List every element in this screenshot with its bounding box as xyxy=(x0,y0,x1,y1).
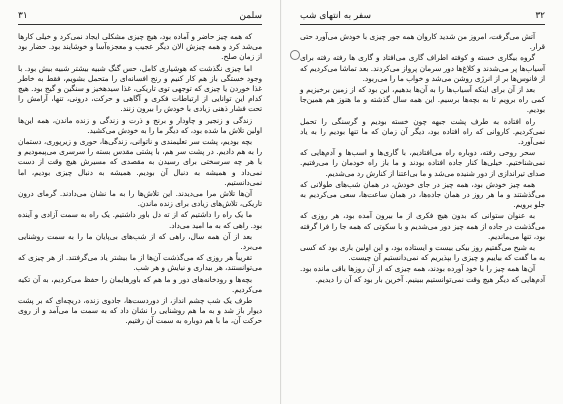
paragraph: به شبح می‌گفتیم روز بیکی بیست و ایستاده بود، و این اولین باری بود که کسی به ما گفت که بیاییم و چیزی را بپذیریم که نمی‌دانستیم آن چیست. xyxy=(300,243,545,263)
paragraph: زندگی و زنجیر و چاودار و برنج و ذرت و زندگی و زنده ماندن، همه این‌ها اولین تلاش ما شده بود، که دیگر ما را به خودش می‌کشید. xyxy=(18,115,262,135)
paragraph: راه افتاده به طرف پشت جبهه چون خسته بودیم و گرسنگی را تحمل نمی‌کردیم. کاروانی که راه افتاده بود، دیگر آن زمان که ما تنها بودیم را به یاد نمی‌آورد. xyxy=(300,116,545,147)
paragraph: ما یک راه را داشتیم که از ته دل باور داشتیم. یک راه به سمت آزادی و آینده بود. راهی که به ما امید می‌داد. xyxy=(18,210,262,230)
paragraph: بعد از آن همه سال، راهی که از شب‌های بی‌پایان ما را به سمت روشنایی می‌برد. xyxy=(18,231,262,252)
paragraph: طرف یک شب چشم انداز، از دوردست‌ها، جادوی زنده، دریچه‌ای که بر پشت دیوار باز شد و به ما هم روشنایی را نشان داد که به سمت ما می‌آمد و از روی حرکت آن، ما با هم دوباره به سمت آن رفتیم. xyxy=(18,296,262,326)
left-page-number: ۳۱ xyxy=(18,11,28,21)
paragraph: تقریباً هر روزی که می‌گذشت آن‌ها از ما بیشتر یاد می‌گرفتند. از هر چیزی که می‌توانستند، هر بیداری و نیایش و هر شب. xyxy=(18,253,262,273)
paragraph: بچه بودیم، پشت سر تعلیمندی و ناتوانی، زندگی‌ها، حوری و زیرپوری، دستمان را به هم دادیم. در پشت سر هم، با پشتی مقدس بسته را سرسری می‌پیمودیم و با هر چه سرسختی برای رسیدن به مقصدی که مسیرش هیچ وقت از دست نمی‌داد و همیشه به دنبال آن بودیم. همیشه به دنبال چیزی بودیم، اما نمی‌دانستیم. xyxy=(18,137,262,187)
paragraph: بچه‌ها و رودخانه‌های دور و ما هم که باورهایمان را حفظ می‌کردیم، به آن تکیه می‌کردیم. xyxy=(18,274,262,294)
paragraph: گروه بیگاری خسته و کوفته اطراف گاری می‌افتاد و گاری ها رفته رفته برای آسیاب‌ها پر می‌شدند و کلاغ‌ها دور سرمان پرواز می‌کردند. بعد تماشا می‌کردیم که از فانوس‌ها بر از انرژی روشن می‌شد و خواب ما را می‌ربود. xyxy=(300,53,545,83)
paragraph: که همه چیز حاضر و آماده بود، هیچ چیزی مشکلی ایجاد نمی‌کرد و خیلی کارها می‌شد کرد و همه چیزش الان دیگر عجیب و معجزه‌آسا و خوشایند بود. حضار بود از زمان صلح. xyxy=(18,32,262,62)
right-page-header xyxy=(300,10,545,25)
paragraph: بعد از آن برای اینکه آسیاب‌ها را به آن‌ها بدهیم، این بود که از زمین برخیزیم و کمی راه برویم تا به بچه‌ها برسیم. این همه سال گذشته و ما هنوز هم همین‌جا بودیم. xyxy=(300,85,545,115)
paragraph: آتش می‌گرفت، امروز من شدید کاروان همه جور چیزی با خودش می‌آورد حتی قرار. xyxy=(300,32,545,52)
right-page xyxy=(282,0,563,404)
right-running-title: سفر به انتهای شب xyxy=(300,11,372,21)
margin-circle-icon xyxy=(290,50,300,60)
paragraph: به عنوان ستوانی که بدون هیچ فکری از ما بیرون آمده بود، هر روزی که می‌گذشت در جاده از همه چیز دور می‌شدیم و با سکوتی که همه جا را فرا گرفته بود، تنها می‌ماندیم. xyxy=(300,211,545,241)
left-running-title: سلمن xyxy=(239,11,262,21)
right-page-number: ۳۲ xyxy=(535,11,545,21)
paragraph: سحر روحی رفته، دوباره راه می‌افتادیم، با گاری‌ها و اسب‌ها و آدم‌هایی که نمی‌شناختیم. خیلی‌ها کنار جاده افتاده بودند و ما باز راه خودمان را می‌رفتیم. صدای تیراندازی از دور شنیده می‌شد و ما بی‌اعتنا از کنارش رد می‌شدیم. xyxy=(300,148,545,178)
right-page-body xyxy=(300,32,545,285)
paragraph: آن‌ها همه چیز را با خود آورده بودند، همه چیزی که از آن روزها باقی مانده بود. آدم‌هایی که دیگر هیچ وقت نمی‌توانستیم ببینیم. آخرین بار بود که آن را دیدیم. xyxy=(300,264,545,284)
left-page xyxy=(0,0,281,404)
paragraph: آن‌ها تلاش مرا می‌دیدند. این تلاش‌ها را به ما نشان می‌دادند. گرمای درون تاریکی، تلاش‌های زیادی برای زنده ماندن. xyxy=(18,189,262,209)
paragraph: اما چیزی نگذشت که هوشیاری کامل، حس گنگ شبیه بیشتر شبیه بیش بود. با وجود خستگی باز هم کار کنیم و رنج افسانه‌ای را متحمل بشویم، فقط به خاطر غذا خوردن یا چیزی که توجهی توی تاریکی، غذا سیدهخیز و سنگین و گیج بود. هیچ کدام این توانایی از ارتباطات فکری و آگاهی و حرکت، درونی، تنها، آرامش را تحت فشار ذهنی زیادی با خودش را بیرون زنند. xyxy=(18,63,262,114)
paragraph: همه چیز خودش بود، همه چیز در جای خودش، در همان شب‌های طولانی که می‌گذشتند و ما هر روز در همان جاده‌ها، در همان ساعت‌ها، سعی می‌کردیم به جلو برویم. xyxy=(300,179,545,210)
left-page-header xyxy=(18,10,262,25)
left-page-body xyxy=(18,32,262,327)
